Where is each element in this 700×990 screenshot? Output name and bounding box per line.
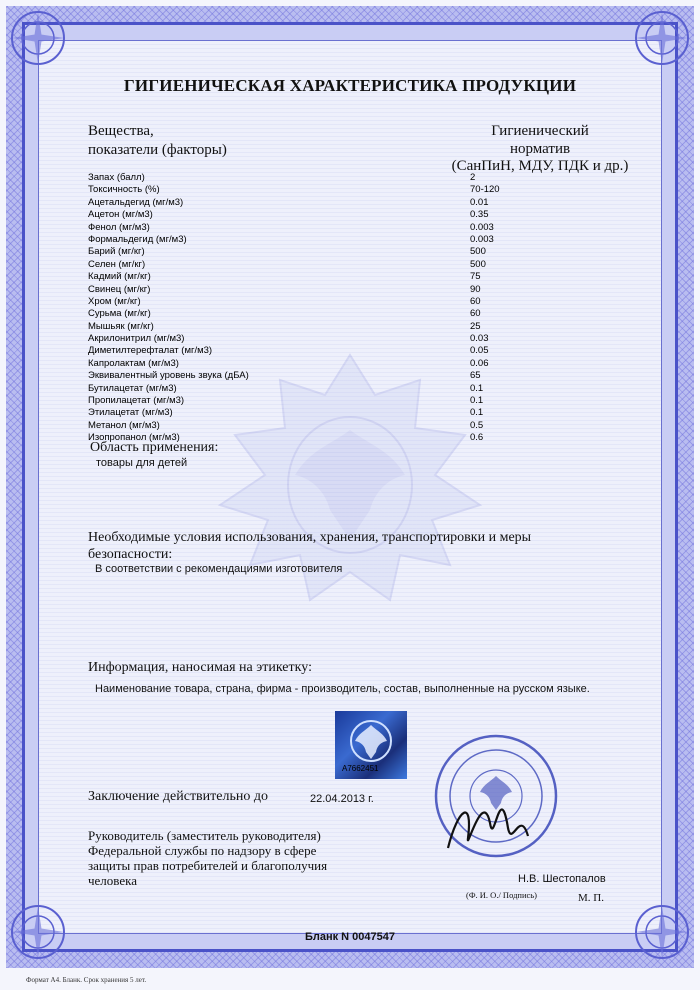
validity-label: Заключение действительно до bbox=[88, 789, 268, 804]
substance-norm-value: 0.1 bbox=[470, 395, 484, 407]
substance-norm-value: 0.1 bbox=[470, 407, 484, 419]
substance-name: Токсичность (%) bbox=[88, 184, 160, 196]
official-stamp-icon bbox=[428, 728, 558, 868]
document-title: ГИГИЕНИЧЕСКАЯ ХАРАКТЕРИСТИКА ПРОДУКЦИИ bbox=[123, 76, 577, 95]
fio-signature-caption: (Ф. И. О./ Подпись) bbox=[466, 890, 537, 900]
substance-row bbox=[88, 321, 648, 333]
substance-name: Пропилацетат (мг/м3) bbox=[88, 395, 185, 407]
substance-name: Фенол (мг/м3) bbox=[88, 221, 150, 233]
column-header-norm-line3: (СанПиН, МДУ, ПДК и др.) bbox=[451, 158, 629, 174]
substance-row bbox=[88, 395, 648, 407]
substance-row bbox=[88, 259, 648, 271]
substance-norm-value: 60 bbox=[470, 308, 481, 320]
seal-place-label: М. П. bbox=[578, 892, 604, 904]
substance-name: Метанол (мг/м3) bbox=[88, 419, 160, 431]
substance-row bbox=[88, 358, 648, 370]
substance-name: Этилацетат (мг/м3) bbox=[88, 407, 173, 419]
substance-norm-value: 2 bbox=[470, 172, 476, 183]
substance-row bbox=[88, 209, 648, 221]
hologram-number: A7662451 bbox=[342, 764, 379, 773]
signatory-name: Н.В. Шестопалов bbox=[518, 873, 606, 885]
substance-norm-value: 60 bbox=[470, 295, 481, 307]
signatory-title-line4: человека bbox=[88, 873, 138, 888]
corner-ornament-bottom-left bbox=[8, 872, 98, 962]
substance-name: Мышьяк (мг/кг) bbox=[88, 320, 154, 332]
substance-name: Запах (балл) bbox=[88, 172, 145, 183]
substance-name: Кадмий (мг/кг) bbox=[88, 271, 151, 283]
substance-row bbox=[88, 345, 648, 357]
substance-row bbox=[88, 246, 648, 258]
substance-row bbox=[88, 172, 648, 184]
substance-row bbox=[88, 370, 648, 382]
substance-name: Сурьма (мг/кг) bbox=[88, 308, 151, 320]
column-header-norm: Гигиенический bbox=[491, 123, 589, 139]
column-header-substances: Вещества, bbox=[88, 123, 154, 139]
substance-name: Ацетальдегид (мг/м3) bbox=[88, 196, 184, 208]
substance-norm-value: 75 bbox=[470, 271, 481, 283]
conditions-label-line2: безопасности: bbox=[88, 547, 173, 562]
substance-norm-value: 0.1 bbox=[470, 382, 484, 394]
substance-name: Свинец (мг/кг) bbox=[88, 283, 151, 295]
substance-name: Акрилонитрил (мг/м3) bbox=[88, 333, 185, 345]
substance-name: Бутилацетат (мг/м3) bbox=[88, 382, 177, 394]
blank-number: Бланк N 0047547 bbox=[304, 931, 396, 943]
footer-note: Формат А4. Бланк. Срок хранения 5 лет. bbox=[26, 976, 147, 984]
label-info-value: Наименование товара, страна, фирма - производитель, состав, выполненные на русском языке. bbox=[95, 683, 590, 695]
column-header-substances-line2: показатели (факторы) bbox=[88, 142, 227, 158]
signatory-title-line3: защиты прав потребителей и благополучия bbox=[88, 858, 328, 873]
substance-row bbox=[88, 184, 648, 196]
signatory-title: Руководитель (заместитель руководителя) bbox=[88, 828, 321, 843]
conditions-value: В соответствии с рекомендациями изготовителя bbox=[95, 563, 343, 575]
substance-row bbox=[88, 234, 648, 246]
substance-row bbox=[88, 284, 648, 296]
substance-norm-value: 65 bbox=[470, 370, 481, 382]
label-info-label: Информация, наносимая на этикетку: bbox=[88, 660, 312, 675]
substance-row bbox=[88, 407, 648, 419]
substance-norm-value: 0.6 bbox=[470, 432, 484, 444]
substances-table bbox=[88, 172, 648, 445]
substance-norm-value: 70-120 bbox=[470, 184, 500, 196]
substance-row bbox=[88, 383, 648, 395]
substance-row bbox=[88, 222, 648, 234]
validity-date: 22.04.2013 г. bbox=[310, 793, 374, 805]
substance-name: Барий (мг/кг) bbox=[88, 246, 145, 258]
substance-row bbox=[88, 420, 648, 432]
substance-row bbox=[88, 333, 648, 345]
substance-norm-value: 0.03 bbox=[470, 333, 489, 345]
substance-name: Формальдегид (мг/м3) bbox=[88, 233, 187, 245]
substance-norm-value: 500 bbox=[470, 246, 486, 258]
column-header-norm-line2: норматив bbox=[509, 141, 571, 157]
substance-norm-value: 0.05 bbox=[470, 345, 489, 357]
substance-norm-value: 90 bbox=[470, 283, 481, 295]
substance-norm-value: 500 bbox=[470, 258, 486, 270]
scope-label: Область применения: bbox=[90, 440, 219, 455]
scope-value: товары для детей bbox=[96, 457, 188, 469]
substance-name: Хром (мг/кг) bbox=[88, 295, 141, 307]
substance-norm-value: 0.06 bbox=[470, 357, 489, 369]
substance-norm-value: 0.003 bbox=[470, 221, 494, 233]
substance-name: Эквивалентный уровень звука (дБА) bbox=[88, 370, 249, 382]
substance-row bbox=[88, 296, 648, 308]
substance-norm-value: 0.35 bbox=[470, 209, 489, 221]
substance-norm-value: 0.003 bbox=[470, 233, 494, 245]
substance-name: Диметилтерефталат (мг/м3) bbox=[88, 345, 213, 357]
substance-name: Изопропанол (мг/м3) bbox=[88, 432, 180, 444]
signatory-title-line2: Федеральной службы по надзору в сфере bbox=[88, 843, 317, 858]
substance-name: Селен (мг/кг) bbox=[88, 258, 146, 270]
substance-row bbox=[88, 197, 648, 209]
substance-norm-value: 25 bbox=[470, 320, 481, 332]
substance-norm-value: 0.5 bbox=[470, 419, 484, 431]
substance-name: Капролактам (мг/м3) bbox=[88, 357, 179, 369]
substance-norm-value: 0.01 bbox=[470, 196, 489, 208]
corner-ornament-bottom-right bbox=[602, 872, 692, 962]
substance-name: Ацетон (мг/м3) bbox=[88, 209, 153, 221]
substance-row bbox=[88, 271, 648, 283]
substance-row bbox=[88, 308, 648, 320]
conditions-label: Необходимые условия использования, хранения, транспортировки и меры bbox=[88, 530, 532, 545]
